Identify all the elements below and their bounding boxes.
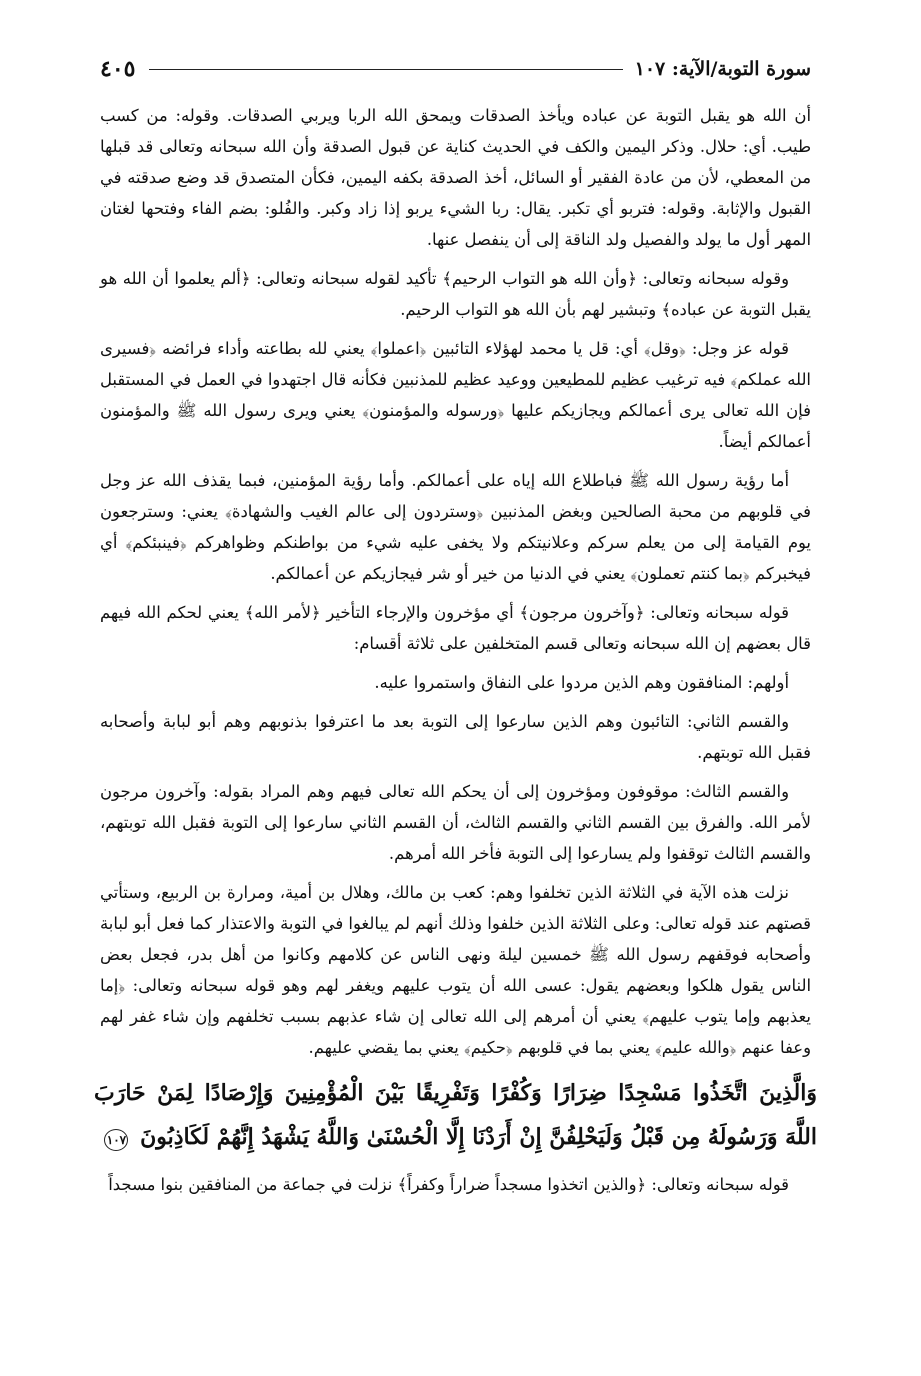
paragraph: قوله عز وجل: ﴿وقل﴾ أي: قل يا محمد لهؤلاء التائبين ﴿اعملوا﴾ يعني لله بطاعته وأداء فرائضه ﴿فسيرى الله عملكم﴾ فيه ترغيب عظيم للمطيعين ووعيد عظيم للمذنبين فكأنه قال اجتهدوا في العمل في المستقبل فإن الله تعالى يرى أعمالكم ويجازيكم عليها ﴿ورسوله والمؤمنون﴾ يعني ويرى رسول الله ﷺ والمؤمنون أعمالكم أيضاً. xyxy=(100,339,811,451)
header-rule xyxy=(149,69,622,70)
paragraph: نزلت هذه الآية في الثلاثة الذين تخلفوا وهم: كعب بن مالك، وهلال بن أمية، ومرارة بن الربيع، وستأتي قصتهم عند قوله تعالى: وعلى الثلاثة الذين خلفوا وذلك أنهم لم يبالغوا في التوبة والاعتذار كما فعل أبو لبابة وأصحابه فوقفهم رسول الله ﷺ خمسين ليلة ونهى الناس عن كلامهم وكانوا من أهل بدر، فجعل بعض الناس يقول هلكوا وبعضهم يقول: عسى الله أن يتوب عليهم ويغفر لهم وهو قوله سبحانه وتعالى: ﴿إما يعذبهم وإما يتوب عليهم﴾ يعني أن أمرهم إلى الله تعالى إن شاء عذبهم بسبب تخلفهم وإن شاء غفر لهم وعفا عنهم ﴿والله عليم﴾ يعني بما في قلوبهم ﴿حكيم﴾ يعني بما يقضي عليهم. xyxy=(100,883,811,1057)
paragraph: قوله سبحانه وتعالى: ﴿والذين اتخذوا مسجداً ضراراً وكفراً﴾ نزلت في جماعة من المنافقين بنوا مسجداً xyxy=(108,1175,789,1194)
paragraph: أما رؤية رسول الله ﷺ فباطلاع الله إياه على أعمالكم. وأما رؤية المؤمنين، فبما يقذف الله عز وجل في قلوبهم من محبة الصالحين وبغض المذنبين ﴿وستردون إلى عالم الغيب والشهادة﴾ يعني: وسترجعون يوم القيامة إلى من يعلم سركم وعلانيتكم ولا يخفى عليه شيء من بواطنكم وظواهركم ﴿فينبئكم﴾ أي فيخبركم ﴿بما كنتم تعملون﴾ يعني في الدنيا من خير أو شر فيجازيكم عن أعمالكم. xyxy=(100,471,811,583)
verse-number-marker: ١٠٧ xyxy=(104,1129,128,1151)
paragraph: قوله سبحانه وتعالى: ﴿وآخرون مرجون﴾ أي مؤخرون والإرجاء التأخير ﴿لأمر الله﴾ يعني لحكم الله فيهم قال بعضهم إن الله سبحانه وتعالى قسم المتخلفين على ثلاثة أقسام: xyxy=(100,603,811,653)
paragraph: والقسم الثالث: موقوفون ومؤخرون إلى أن يحكم الله تعالى فيهم وهم المراد بقوله: وآخرون مرجون لأمر الله. والفرق بين القسم الثاني والقسم الثالث، أن القسم الثاني سارعوا إلى التوبة فقبل الله توبتهم، والقسم الثالث توقفوا ولم يسارعوا إلى التوبة فأخر الله أمرهم. xyxy=(100,782,811,863)
page-content xyxy=(94,100,817,1200)
page-number: ٤٠٥ xyxy=(100,56,136,82)
surah-title: سورة التوبة/الآية: ١٠٧ xyxy=(634,58,811,80)
paragraph: أن الله هو يقبل التوبة عن عباده ويأخذ الصدقات ويمحق الله الربا ويربي الصدقات. وقوله: من كسب طيب. أي: حلال. وذكر اليمين والكف في الحديث كناية عن قبول الصدقة وأن الله سبحانه وتعالى قد قبلها من المعطي، لأن من عادة الفقير أو السائل، أخذ الصدقة بكفه اليمين، فكأن المتصدق قد وضع صدقته في القبول والإثابة. وقوله: فتربو أي تكبر. يقال: ربا الشيء يربو إذا زاد وكبر. والفُلو: بضم الفاء وفتحها لغتان المهر أول ما يولد والفصيل ولد الناقة إلى أن ينفصل عنها. xyxy=(100,106,811,249)
paragraph: والقسم الثاني: التائبون وهم الذين سارعوا إلى التوبة بعد ما اعترفوا بذنوبهم وهم أبو لبابة وأصحابه فقبل الله توبتهم. xyxy=(100,712,811,762)
paragraph: وقوله سبحانه وتعالى: ﴿وأن الله هو التواب الرحيم﴾ تأكيد لقوله سبحانه وتعالى: ﴿ألم يعلموا أن الله هو يقبل التوبة عن عباده﴾ وتبشير لهم بأن الله هو التواب الرحيم. xyxy=(100,269,811,319)
paragraph: أولهم: المنافقون وهم الذين مردوا على النفاق واستمروا عليه. xyxy=(374,673,789,692)
verse-text: وَالَّذِينَ اتَّخَذُوا مَسْجِدًا ضِرَارًا وَكُفْرًا وَتَفْرِيقًا بَيْنَ الْمُؤْمِنِينَ وَإِرْصَادًا لِمَنْ حَارَبَ اللَّهَ وَرَسُولَهُ مِن قَبْلُ وَلَيَحْلِفُنَّ إِنْ أَرَدْنَا إِلَّا الْحُسْنَىٰ وَاللَّهُ يَشْهَدُ إِنَّهُمْ لَكَاذِبُونَ xyxy=(94,1080,817,1150)
quran-verse xyxy=(94,1071,817,1159)
page-header xyxy=(100,52,811,86)
